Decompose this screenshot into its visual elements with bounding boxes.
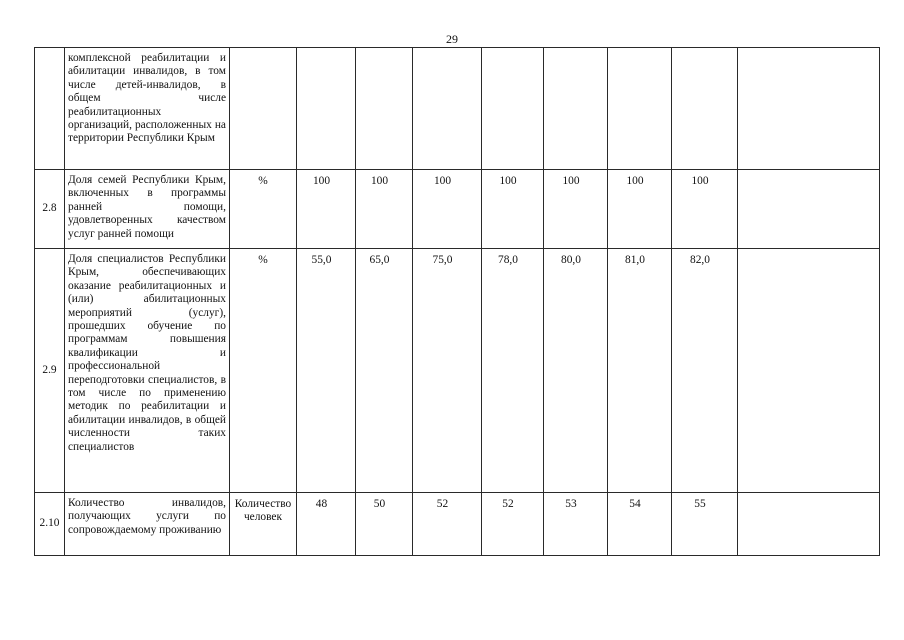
value-cell: 65,0 bbox=[356, 249, 413, 493]
value-cell: 100 bbox=[356, 170, 413, 249]
row-number: 2.9 bbox=[35, 249, 65, 493]
value-cell: 100 bbox=[672, 170, 738, 249]
value-cell: 54 bbox=[608, 493, 672, 556]
note-cell bbox=[738, 48, 880, 170]
unit-cell bbox=[230, 48, 297, 170]
table-row bbox=[35, 48, 880, 170]
value-cell: 52 bbox=[482, 493, 544, 556]
note-cell bbox=[738, 170, 880, 249]
table-row bbox=[35, 249, 880, 493]
note-cell bbox=[738, 249, 880, 493]
value-cell bbox=[672, 48, 738, 170]
row-number: 2.8 bbox=[35, 170, 65, 249]
value-cell bbox=[544, 48, 608, 170]
note-cell bbox=[738, 493, 880, 556]
value-cell: 50 bbox=[356, 493, 413, 556]
table-row bbox=[35, 493, 880, 556]
value-cell: 100 bbox=[413, 170, 482, 249]
table-body bbox=[35, 48, 880, 556]
value-cell: 78,0 bbox=[482, 249, 544, 493]
value-cell: 100 bbox=[608, 170, 672, 249]
value-cell: 55,0 bbox=[297, 249, 356, 493]
indicator-description: Количество инвалидов, получающих услуги по сопровождаемому проживанию bbox=[65, 493, 230, 556]
value-cell: 81,0 bbox=[608, 249, 672, 493]
value-cell: 75,0 bbox=[413, 249, 482, 493]
value-cell: 80,0 bbox=[544, 249, 608, 493]
table-row bbox=[35, 170, 880, 249]
value-cell bbox=[356, 48, 413, 170]
value-cell: 55 bbox=[672, 493, 738, 556]
indicator-description: Доля специалистов Республики Крым, обеспечивающих оказание реабилитационных и (или) абилитационных мероприятий (услуг), прошедших обучение по программам повышения квалификации и профессиональной переподготовки специалистов, в том числе по применению методик по реабилитации и абилитации инвалидов, в общей численности таких специалистов bbox=[65, 249, 230, 493]
indicators-table bbox=[34, 47, 880, 556]
row-number bbox=[35, 48, 65, 170]
page-number: 29 bbox=[446, 32, 458, 46]
value-cell: 82,0 bbox=[672, 249, 738, 493]
row-number: 2.10 bbox=[35, 493, 65, 556]
value-cell: 53 bbox=[544, 493, 608, 556]
value-cell bbox=[482, 48, 544, 170]
indicator-description: Доля семей Республики Крым, включенных в программы ранней помощи, удовлетворенных качеством услуг ранней помощи bbox=[65, 170, 230, 249]
unit-cell: % bbox=[230, 170, 297, 249]
value-cell bbox=[413, 48, 482, 170]
value-cell: 100 bbox=[297, 170, 356, 249]
value-cell: 52 bbox=[413, 493, 482, 556]
value-cell bbox=[608, 48, 672, 170]
unit-cell: Количество человек bbox=[230, 493, 297, 556]
value-cell: 48 bbox=[297, 493, 356, 556]
value-cell: 100 bbox=[544, 170, 608, 249]
value-cell: 100 bbox=[482, 170, 544, 249]
indicator-description: комплексной реабилитации и абилитации инвалидов, в том числе детей-инвалидов, в общем числе реабилитационных организаций, расположенных на территории Республики Крым bbox=[65, 48, 230, 170]
value-cell bbox=[297, 48, 356, 170]
unit-cell: % bbox=[230, 249, 297, 493]
